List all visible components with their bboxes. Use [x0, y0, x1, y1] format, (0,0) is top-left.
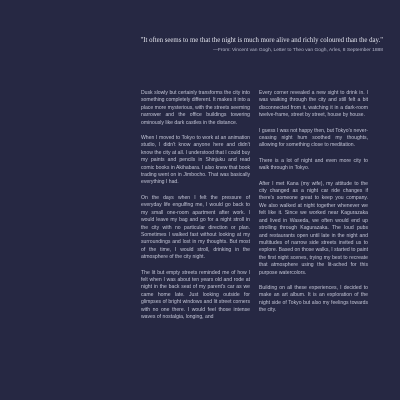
- paragraph: The lit but empty streets reminded me of how I felt when I was about ten years old and rode at night in the back seat of my parent's car as we came home late. Just looking outside for glimpses of bright windows and lit street corners with no one there. I would feel those intense waves of nostalgia, longing, and: [141, 269, 250, 320]
- epigraph-attribution: —From: Vincent van Gogh, Letter to Theo van Gogh, Arles, 8 September 1888: [212, 48, 383, 53]
- paragraph: When I moved to Tokyo to work at an animation studio, I didn't know anyone here and didn't know the city at all. I understood that I could buy my paints and pencils in Shinjuku and read comic books in Akihabara. I also knew that book trading went on in Jimbocho. That was basically everything I had.: [141, 135, 250, 186]
- paragraph: Building on all these experiences, I decided to make an art album. It is an exploration of the night side of Tokyo but also my feelings towards the city.: [259, 284, 368, 314]
- paragraph: Every corner revealed a new sight to drink in. I was walking through the city and still felt a bit disconnected from it, watching it in a dark-room twelve-frame, street by street, house by house.: [259, 90, 368, 119]
- paragraph: I guess I was not happy then, but Tokyo's never-ceasing night hum soothed my thoughts, allowing for something close to meditation.: [259, 127, 368, 149]
- text-column-right: [259, 90, 368, 323]
- paragraph: After I met Kana (my wife), my attitude to the city changed as a night car ride changes if there's someone great to keep you company. We also walked at night together whenever we felt like it. Since we worked near Kagurazaka and lived in Waseda, we often would end up strolling through Kagurazaka. The loud pubs and restaurants open until late in the night and multitudes of narrow side streets invited us to explore. Based on those walks, I started to paint the first night scenes, trying my best to recreate that atmosphere using the lit-ached for this purpose watercolors.: [259, 180, 368, 276]
- paragraph: There is a lot of night and even more city to walk through in Tokyo.: [259, 157, 368, 172]
- epigraph: [100, 36, 383, 55]
- epigraph-quote: "It often seems to me that the night is much more alive and richly coloured than the day.": [140, 37, 383, 44]
- text-column-left: [141, 90, 250, 329]
- paragraph: On the days when I felt the pressure of everyday life engulfing me, I would go back to my small one-room apartment after work. I would leave my bag and go for a night stroll in the city with no particular direction or plan. Sometimes I walked fast without looking at my surroundings and lost in my thoughts. But most of the time, I would stroll, drinking in the atmosphere of the city night.: [141, 194, 250, 261]
- paragraph: Dusk slowly but certainly transforms the city into something completely different. It makes it into a place more mysterious, with the streets seeming narrower and the office buildings towering ominously like dark castles in the distance.: [141, 90, 250, 126]
